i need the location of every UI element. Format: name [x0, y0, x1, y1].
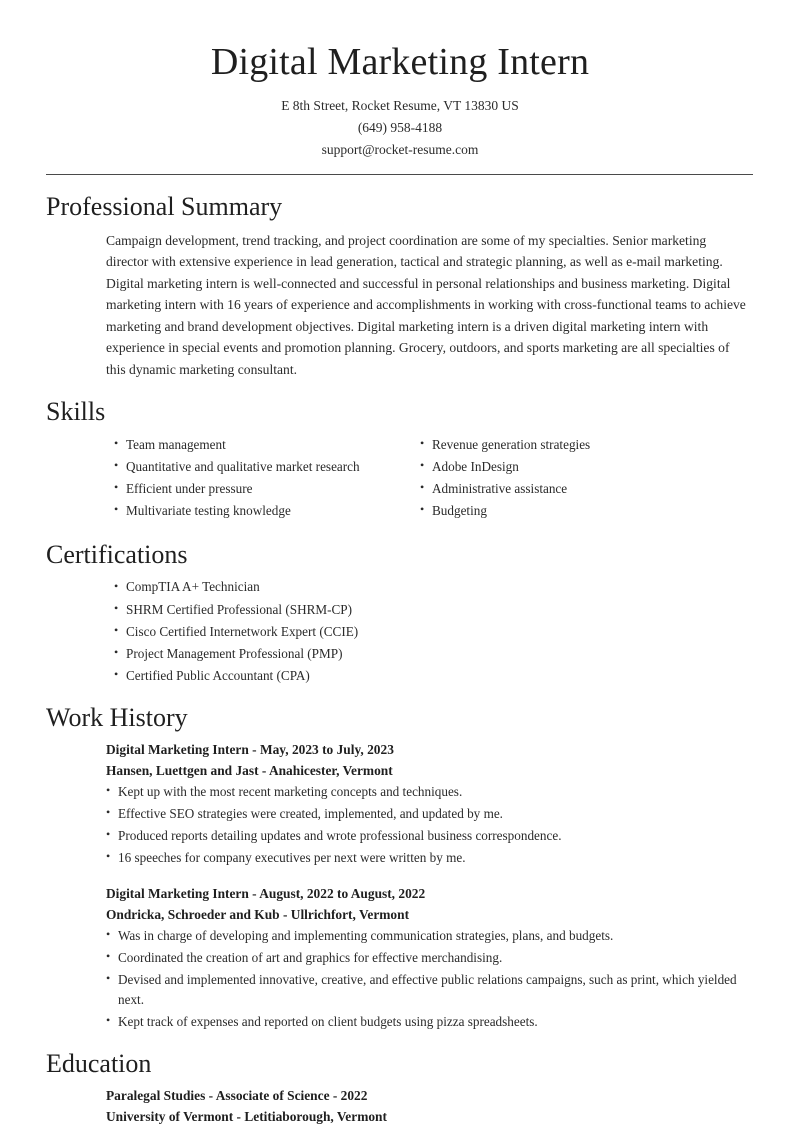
section-heading-skills: Skills — [46, 397, 106, 427]
list-item: • Certified Public Accountant (CPA) — [114, 666, 754, 686]
header-divider — [46, 174, 753, 175]
list-item: • Devised and implemented innovative, creative, and effective public relations campaigns, such as print, which yielded next. — [106, 970, 754, 1010]
work-history-entry — [46, 740, 754, 868]
skills-columns — [46, 435, 754, 523]
section-heading-work-history: Work History — [46, 702, 188, 732]
certifications-body — [46, 577, 754, 685]
list-item: • Revenue generation strategies — [420, 435, 740, 455]
section-heading-summary: Professional Summary — [46, 192, 283, 222]
skills-column-right — [420, 435, 740, 523]
list-item: • Efficient under pressure — [114, 479, 420, 499]
summary-body — [46, 230, 754, 380]
education-entry — [46, 1086, 754, 1128]
job-title-line: Digital Marketing Intern - May, 2023 to July, 2023 — [106, 742, 394, 758]
section-education — [46, 1048, 754, 1128]
list-item: • Administrative assistance — [420, 479, 740, 499]
contact-address: E 8th Street, Rocket Resume, VT 13830 US — [281, 97, 519, 113]
list-item: • Adobe InDesign — [420, 457, 740, 477]
section-heading-education: Education — [46, 1048, 152, 1078]
list-item: • Team management — [114, 435, 420, 455]
section-work-history — [46, 702, 754, 1032]
skills-list-left — [114, 435, 420, 521]
resume-header — [46, 40, 754, 175]
list-item: • SHRM Certified Professional (SHRM-CP) — [114, 600, 754, 620]
education-degree-line: Paralegal Studies - Associate of Science - 2022 — [106, 1088, 368, 1104]
summary-text: Campaign development, trend tracking, and project coordination are some of my specialties. Senior marketing director with extensive experience in lead generation, tactical and strategic planning, as well as e-mail marketing. Digital marketing intern is well-connected and successful in personal relationships and business marketing. Digital marketing intern with 16 years of experience and accomplishments in working with cross-functional teams to achieve marketing and brand development objectives. Digital marketing intern is a driven digital marketing intern with experience in special events and promotion planning. Grocery, outdoors, and sports marketing are all specialties of this dynamic marketing consultant. — [106, 232, 746, 377]
list-item: • Was in charge of developing and implementing communication strategies, plans, and budgets. — [106, 926, 754, 946]
list-item: • Kept up with the most recent marketing concepts and techniques. — [106, 782, 754, 802]
list-item: • Coordinated the creation of art and graphics for effective merchandising. — [106, 948, 754, 968]
list-item: • Quantitative and qualitative market research — [114, 457, 420, 477]
job-responsibility-list — [106, 782, 754, 868]
section-professional-summary — [46, 191, 754, 380]
list-item: • Produced reports detailing updates and wrote professional business correspondence. — [106, 826, 754, 846]
job-title-line: Digital Marketing Intern - August, 2022 to August, 2022 — [106, 886, 426, 902]
list-item: • CompTIA A+ Technician — [114, 577, 754, 597]
work-history-entry — [46, 884, 754, 1032]
certifications-list — [114, 577, 754, 685]
section-heading-certifications: Certifications — [46, 539, 188, 569]
list-item: • Budgeting — [420, 501, 740, 521]
list-item: • 16 speeches for company executives per next were written by me. — [106, 848, 754, 868]
list-item: • Multivariate testing knowledge — [114, 501, 420, 521]
section-skills — [46, 396, 754, 523]
section-certifications — [46, 539, 754, 686]
contact-email: support@rocket-resume.com — [321, 141, 479, 157]
list-item: • Cisco Certified Internetwork Expert (CCIE) — [114, 622, 754, 642]
page-title: Digital Marketing Intern — [210, 41, 590, 83]
job-company-line: Hansen, Luettgen and Jast - Anahicester, Vermont — [106, 763, 393, 779]
list-item: • Project Management Professional (PMP) — [114, 644, 754, 664]
education-school-line: University of Vermont - Letitiaborough, Vermont — [106, 1109, 387, 1125]
job-responsibility-list — [106, 926, 754, 1032]
job-company-line: Ondricka, Schroeder and Kub - Ullrichfort, Vermont — [106, 906, 410, 922]
list-item: • Kept track of expenses and reported on client budgets using pizza spreadsheets. — [106, 1012, 754, 1032]
list-item: • Effective SEO strategies were created, implemented, and updated by me. — [106, 804, 754, 824]
skills-list-right — [420, 435, 740, 521]
skills-column-left — [114, 435, 420, 523]
contact-phone: (649) 958-4188 — [357, 119, 443, 135]
